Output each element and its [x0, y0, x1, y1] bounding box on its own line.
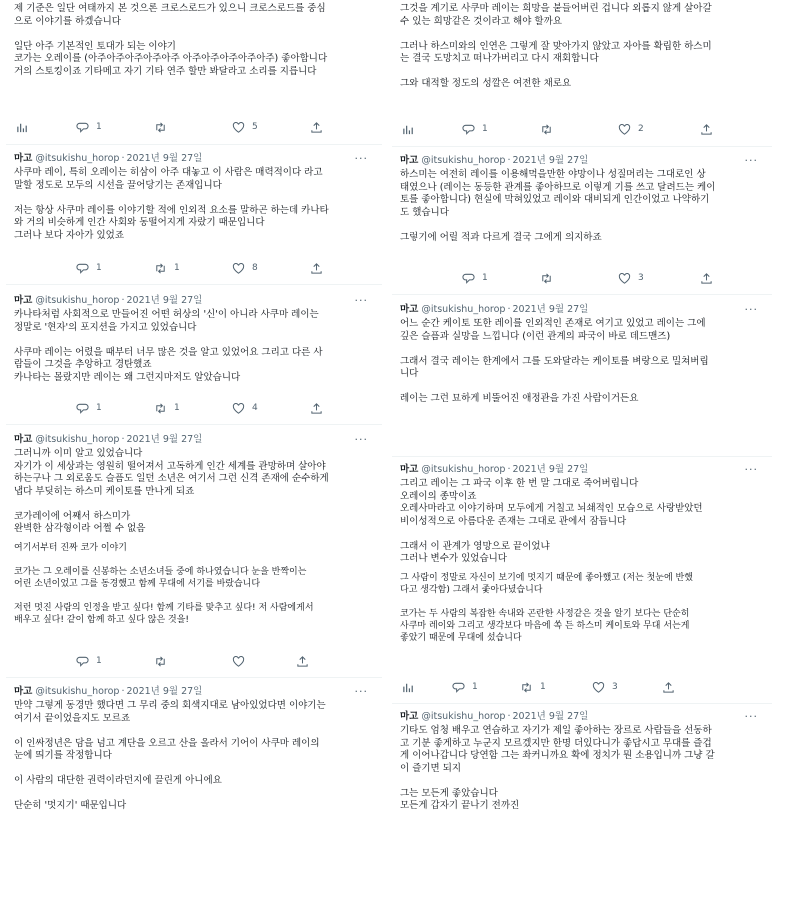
like-button[interactable]: [232, 121, 258, 134]
heart-icon: [592, 681, 605, 694]
share-button[interactable]: [296, 655, 309, 668]
tweet-text: 코가는 두 사람의 복잡한 속내와 곤란한 사정같은 것을 알기 보다는 단순히 사쿠마 레이와 그리고 생각보다 마음에 쏙 든 하스미 케이토와 무대 서는게 좋았기 때문에 무대에 섰습니다: [400, 608, 690, 643]
share-icon: [700, 272, 713, 285]
tweet-text: 사쿠마 레이, 특히 오레이는 히삼이 아주 대놓고 이 사람은 매력적이다 라고 말할 정도로 모두의 시선을 끌어당기는 존재입니다: [14, 167, 323, 191]
tweet-text: 단순히 '멋지기' 때문입니다: [14, 800, 127, 811]
divider: [6, 424, 382, 425]
tweet-body: [14, 3, 374, 78]
heart-icon: [232, 402, 245, 415]
retweet-count: 1: [174, 403, 180, 414]
retweet-icon: [154, 262, 167, 275]
tweet-header: [14, 685, 374, 699]
retweet-button[interactable]: [540, 123, 553, 136]
more-icon[interactable]: ···: [354, 685, 368, 698]
author-handle[interactable]: @itsukishu_horop: [35, 295, 120, 306]
like-button[interactable]: [232, 655, 245, 668]
author-name[interactable]: 마고: [400, 304, 419, 315]
share-icon: [310, 121, 323, 134]
retweet-icon: [540, 272, 553, 285]
like-button[interactable]: [232, 262, 258, 275]
author-handle[interactable]: @itsukishu_horop: [35, 153, 120, 164]
like-count: 5: [252, 122, 258, 133]
tweet-body: [400, 318, 764, 406]
retweet-button[interactable]: [540, 272, 553, 285]
tweet[interactable]: [392, 463, 772, 644]
reply-count: 1: [482, 273, 488, 284]
separator-dot: ·: [121, 686, 125, 697]
tweet-text: 그리고 레이는 그 파국 이후 한 번 말 그대로 죽어버립니다 오레이의 종막이죠 오레사마라고 이야기하며 모두에게 거칠고 뇌쇄적인 모습으로 사랑받았던 비이성적으로 아름다운 존재는 그대로 관에서 잠듭니다: [400, 478, 703, 527]
tweet-text: 코가는 그 오레이를 신봉하는 소년소녀들 중에 하나였습니다 눈을 반짝이는 어린 소년이었고 그를 동경했고 함께 무대에 서기를 바랐습니다: [14, 566, 307, 589]
tweet[interactable]: [6, 685, 382, 813]
tweet-text: 그래서 이 관계가 영망으로 끝이었냐 그러나 변수가 있었습니다: [400, 540, 550, 564]
author-name[interactable]: 마고: [400, 155, 419, 166]
reply-count: 1: [96, 263, 102, 274]
author-handle[interactable]: @itsukishu_horop: [421, 711, 506, 722]
tweet-text: 코가레이에 어째서 하스미가 완벽한 삼각형이라 어쩔 수 없음: [14, 510, 146, 534]
reply-icon: [76, 655, 89, 668]
tweet-body: [14, 167, 374, 242]
tweet-body: [400, 725, 764, 813]
tweet[interactable]: [392, 154, 772, 244]
retweet-icon: [520, 681, 533, 694]
reply-icon: [452, 681, 465, 694]
analytics-icon: [16, 121, 29, 134]
reply-icon: [76, 121, 89, 134]
like-count: 3: [612, 682, 618, 693]
share-icon: [662, 681, 675, 694]
retweet-button[interactable]: [154, 121, 174, 134]
tweet-header: [14, 433, 374, 447]
author-handle[interactable]: @itsukishu_horop: [421, 464, 506, 475]
retweet-button[interactable]: [520, 681, 546, 694]
tweet-text: 제 기준은 일단 여태까지 본 것으론 크로스로드가 있으니 크로스로드를 중심 으로 이야기를 하겠습니다: [14, 3, 326, 27]
tweet-text: 그러나 하스미와의 인연은 그렇게 잘 맞아가지 않았고 자아를 확립한 하스미 는 결국 도망치고 떠나가버리고 다시 재회합니다: [400, 40, 712, 64]
tweet[interactable]: [392, 303, 772, 406]
reply-button[interactable]: [76, 121, 102, 134]
tweet[interactable]: [392, 710, 772, 813]
tweet-body: [14, 448, 374, 626]
divider: [6, 284, 382, 285]
author-handle[interactable]: @itsukishu_horop: [421, 155, 506, 166]
like-count: 3: [638, 273, 644, 284]
tweet[interactable]: [6, 152, 382, 242]
tweet-text: 카나타처럼 사회적으로 만들어진 어떤 허상의 '신'이 아니라 사쿠마 레이는 정말로 '현자'의 포지션을 가지고 있었습니다: [14, 309, 319, 333]
tweet-text: 여기서부터 진짜 코가 이야기: [14, 542, 127, 553]
reply-button[interactable]: [452, 681, 478, 694]
reply-count: 1: [96, 122, 102, 133]
tweet-text: 일단 아주 기본적인 토대가 되는 이야기 코가는 오레이를 (아주아주아주아주아주 아주아주아주아주아주) 좋아합니다 거의 스토킹이죠 기타메고 자기 기타 연주 할만 봐달라고 소리를 지릅니다: [14, 40, 328, 77]
separator-dot: ·: [507, 304, 511, 315]
tweet-text: 어느 순간 케이토 또한 레이를 인외적인 존재로 여기고 있었고 레이는 그에 깊은 슬픔과 실망을 느낍니다 (이런 관계의 파국이 바로 데드맨즈): [400, 318, 706, 342]
like-count: 8: [252, 263, 258, 274]
retweet-icon: [154, 655, 167, 668]
tweet-body: [14, 309, 374, 384]
tweet-text: 레이는 그런 묘하게 비뚤어진 애정관을 가진 사람이거든요: [400, 393, 639, 404]
author-name[interactable]: 마고: [14, 295, 33, 306]
divider: [392, 456, 772, 457]
author-handle[interactable]: @itsukishu_horop: [35, 686, 120, 697]
analytics-button[interactable]: [16, 121, 29, 134]
tweet-body: [400, 3, 764, 91]
heart-icon: [232, 121, 245, 134]
tweet-text: 그 사람이 정말로 자신이 보기에 멋지기 때문에 좋아했고 (저는 첫눈에 반했 다고 생각함) 그래서 좇아다녔습니다: [400, 572, 693, 595]
reply-icon: [76, 402, 89, 415]
share-icon: [310, 402, 323, 415]
tweet-text: 이 인싸정년은 담을 넘고 계단을 오르고 산을 올라서 기어이 사쿠마 레이의 눈에 띄기를 작정합니다: [14, 737, 320, 761]
more-icon[interactable]: ···: [354, 152, 368, 165]
tweet-header: [14, 294, 374, 308]
author-handle[interactable]: @itsukishu_horop: [35, 434, 120, 445]
share-icon: [700, 123, 713, 136]
reply-icon: [462, 272, 475, 285]
tweet-actions: [14, 402, 374, 416]
separator-dot: ·: [121, 153, 125, 164]
reply-button[interactable]: [76, 655, 102, 668]
tweet-actions: [14, 262, 374, 276]
tweet-header: [400, 154, 764, 168]
separator-dot: ·: [507, 464, 511, 475]
tweet-actions: [400, 681, 764, 695]
tweet-date[interactable]: 2021년 9월 27일: [126, 153, 203, 164]
like-button[interactable]: [618, 272, 644, 285]
like-button[interactable]: [232, 402, 258, 415]
author-name[interactable]: 마고: [14, 686, 33, 697]
tweet-date[interactable]: 2021년 9월 27일: [126, 434, 203, 445]
reply-button[interactable]: [76, 402, 102, 415]
retweet-icon: [540, 123, 553, 136]
separator-dot: ·: [121, 434, 125, 445]
divider: [392, 703, 772, 704]
reply-icon: [462, 123, 475, 136]
tweet-actions: [400, 272, 764, 286]
tweet[interactable]: [392, 2, 772, 91]
like-button[interactable]: [592, 681, 618, 694]
more-icon[interactable]: ···: [744, 463, 758, 476]
tweet-header: [400, 463, 764, 477]
tweet-date[interactable]: 2021년 9월 27일: [126, 295, 203, 306]
tweet[interactable]: [6, 294, 382, 384]
tweet-text: 기타도 엄청 배우고 연습하고 자기가 제일 좋아하는 장르로 사람들을 선동하 고 기분 좋게하고 누군지 모르겠지만 한명 더있다니가 좋답시고 무대를 즐겁 게 이어나갑니다 당연함 그는 좌커니까요 확에 정치가 뭔 소용입니까 그냥 갈 이 즐기면 되지: [400, 725, 715, 774]
tweet-date[interactable]: 2021년 9월 27일: [512, 464, 589, 475]
retweet-button[interactable]: [154, 655, 167, 668]
tweet-actions: [400, 123, 764, 137]
author-handle[interactable]: @itsukishu_horop: [421, 304, 506, 315]
tweet-body: [400, 478, 764, 644]
tweet-actions: [14, 121, 374, 135]
tweet-text: 하스미는 여전히 레이를 이용해먹을만한 야망이나 성질머리는 그대로인 상 태였으나 (레이는 동등한 관계를 좋아하므로 이렇게 기를 쓰고 달려드는 케이 토를 좋아합니다) 현실에 막혀있었고 레이와 대비되게 인간이었고 나약하기 도 했습니다: [400, 169, 716, 218]
tweet-text: 그렇기에 어릴 적과 다르게 결국 그에게 의지하죠: [400, 231, 602, 243]
like-button[interactable]: [618, 123, 644, 136]
author-name[interactable]: 마고: [400, 711, 419, 722]
heart-icon: [232, 262, 245, 275]
divider: [6, 677, 382, 678]
reply-button[interactable]: [462, 272, 488, 285]
tweet-header: [400, 710, 764, 724]
tweet-date[interactable]: 2021년 9월 27일: [512, 711, 589, 722]
analytics-button[interactable]: [402, 681, 415, 694]
tweet[interactable]: [6, 433, 382, 626]
reply-button[interactable]: [76, 262, 102, 275]
retweet-icon: [154, 402, 167, 415]
tweet-text: 그래서 결국 레이는 한계에서 그를 도와달라는 케이토를 벼랑으로 밀쳐버립 니다: [400, 355, 709, 379]
more-icon[interactable]: ···: [744, 154, 758, 167]
share-button[interactable]: [662, 681, 675, 694]
tweet-body: [14, 700, 374, 813]
share-button[interactable]: [310, 121, 323, 134]
tweet-text: 저는 항상 사쿠마 레이를 이야기할 적에 인외적 요소를 말하곤 하는데 카나타 와 거의 비슷하게 인간 사회와 동떨어지게 자랐기 때문입니다 그러나 보다 자아가 있었죠: [14, 204, 329, 241]
retweet-count: 1: [540, 682, 546, 693]
analytics-icon: [402, 123, 415, 136]
reply-count: 1: [482, 124, 488, 135]
tweet-text: 저런 멋진 사람의 인정을 받고 싶다! 함께 기타를 맞추고 싶다! 저 사람에게서 배우고 싶다! 같이 함께 하고 싶다 않은 것을!: [14, 602, 314, 625]
tweet-text: 그것을 계기로 사쿠마 레이는 희망을 붙들어버린 겁니다 외롭지 않게 살아갈 수 있는 희망같은 것이라고 해야 할까요: [400, 3, 712, 27]
retweet-count: 1: [174, 263, 180, 274]
more-icon[interactable]: ···: [354, 433, 368, 446]
divider: [392, 146, 772, 147]
analytics-button[interactable]: [402, 123, 415, 136]
divider: [6, 144, 382, 145]
separator-dot: ·: [507, 155, 511, 166]
tweet-body: [400, 169, 764, 244]
tweet-text: 그는 모든게 좋았습니다 모든게 갑자기 끝나기 전까진: [400, 787, 520, 811]
retweet-button[interactable]: [154, 262, 180, 275]
like-count: 2: [638, 124, 644, 135]
share-button[interactable]: [700, 123, 713, 136]
tweet-text: 만약 그렇게 동경만 했다면 그 무리 중의 회색지대로 남아있었다면 이야기는 여기서 끝이었을지도 모르죠: [14, 700, 326, 724]
heart-icon: [618, 272, 631, 285]
reply-count: 1: [472, 682, 478, 693]
separator-dot: ·: [121, 295, 125, 306]
heart-icon: [618, 123, 631, 136]
reply-button[interactable]: [462, 123, 488, 136]
share-icon: [296, 655, 309, 668]
like-count: 4: [252, 403, 258, 414]
heart-icon: [232, 655, 245, 668]
tweet-date[interactable]: 2021년 9월 27일: [512, 304, 589, 315]
more-icon[interactable]: ···: [744, 303, 758, 316]
retweet-icon: [154, 121, 167, 134]
more-icon[interactable]: ···: [744, 710, 758, 723]
analytics-icon: [402, 681, 415, 694]
tweet-text: 사쿠마 레이는 어렸을 때부터 너무 많은 것을 알고 있었어요 그리고 다른 사 람들이 그것을 추앙하고 경탄했죠 카나타는 몰랐지만 레이는 왜 그런지마저도 알았습니다: [14, 346, 323, 383]
reply-count: 1: [96, 656, 102, 667]
reply-icon: [76, 262, 89, 275]
tweet-date[interactable]: 2021년 9월 27일: [512, 155, 589, 166]
share-icon: [310, 262, 323, 275]
share-button[interactable]: [310, 402, 323, 415]
tweet-text: 이 사람의 대단한 권력이라던지에 끌린게 아니에요: [14, 775, 222, 786]
tweet-header: [14, 152, 374, 166]
author-name[interactable]: 마고: [14, 153, 33, 164]
tweet-text: 그러니까 이미 알고 있었습니다 자기가 이 세상과는 영원히 떨어져서 고독하게 인간 세계를 관망하며 살아야 하는구나 그 외로움도 슬픔도 일던 소년은 여기서 그런 신격 존재에 순수하게 냅다 부딪히는 하스미 케이토를 만나게 되죠: [14, 448, 329, 497]
tweet-text: 그와 대적할 정도의 성깔은 여전한 채로요: [400, 78, 572, 89]
share-button[interactable]: [310, 262, 323, 275]
more-icon[interactable]: ···: [354, 294, 368, 307]
author-name[interactable]: 마고: [14, 434, 33, 445]
reply-count: 1: [96, 403, 102, 414]
divider: [392, 294, 772, 295]
share-button[interactable]: [700, 272, 713, 285]
retweet-button[interactable]: [154, 402, 180, 415]
tweet-header: [400, 303, 764, 317]
tweet-actions: [14, 655, 374, 669]
separator-dot: ·: [507, 711, 511, 722]
author-name[interactable]: 마고: [400, 464, 419, 475]
tweet-date[interactable]: 2021년 9월 27일: [126, 686, 203, 697]
